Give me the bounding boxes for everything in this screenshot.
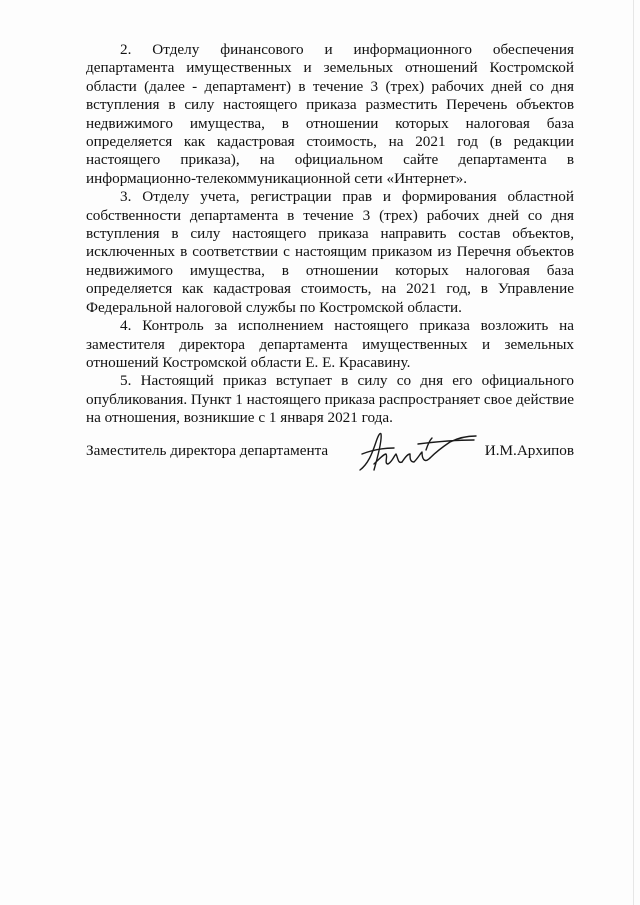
handwritten-signature (354, 424, 480, 478)
paragraph-3: 3. Отделу учета, регистрации прав и формирования областной собственности департамента в течение 3 (трех) рабочих дней со дня вступления в силу настоящего приказа направить состав объектов, исключенных в соответствии с настоящим приказом из Перечня объектов недвижимого имущества, в отношении которых налоговая база определяется как кадастровая стоимость, на 2021 год, в Управление Федеральной налоговой службы по Костромской области. (86, 188, 574, 316)
paragraph-2: 2. Отделу финансового и информационного обеспечения департамента имущественных и земельных отношений Костромской области (далее - департамент) в течение 3 (трех) рабочих дней со дня вступления в силу настоящего приказа разместить Перечень объектов недвижимого имущества, в отношении которых налоговая база определяется как кадастровая стоимость, на 2021 год (в редакции настоящего приказа), на официальном сайте департамента в информационно-телекоммуникационной сети «Интернет». (86, 41, 574, 187)
document-body (86, 41, 574, 428)
paragraph-4: 4. Контроль за исполнением настоящего приказа возложить на заместителя директора департамента имущественных и земельных отношений Костромской области Е. Е. Красавину. (86, 317, 574, 371)
signature-block (86, 440, 574, 480)
signer-name: И.М.Архипов (484, 442, 574, 459)
scan-edge (633, 0, 634, 905)
signer-position: Заместитель директора департамента (86, 442, 329, 459)
paragraph-5: 5. Настоящий приказ вступает в силу со дня его официального опубликования. Пункт 1 настоящего приказа распространяет свое действие на отношения, возникшие с 1 января 2021 года. (86, 372, 574, 427)
